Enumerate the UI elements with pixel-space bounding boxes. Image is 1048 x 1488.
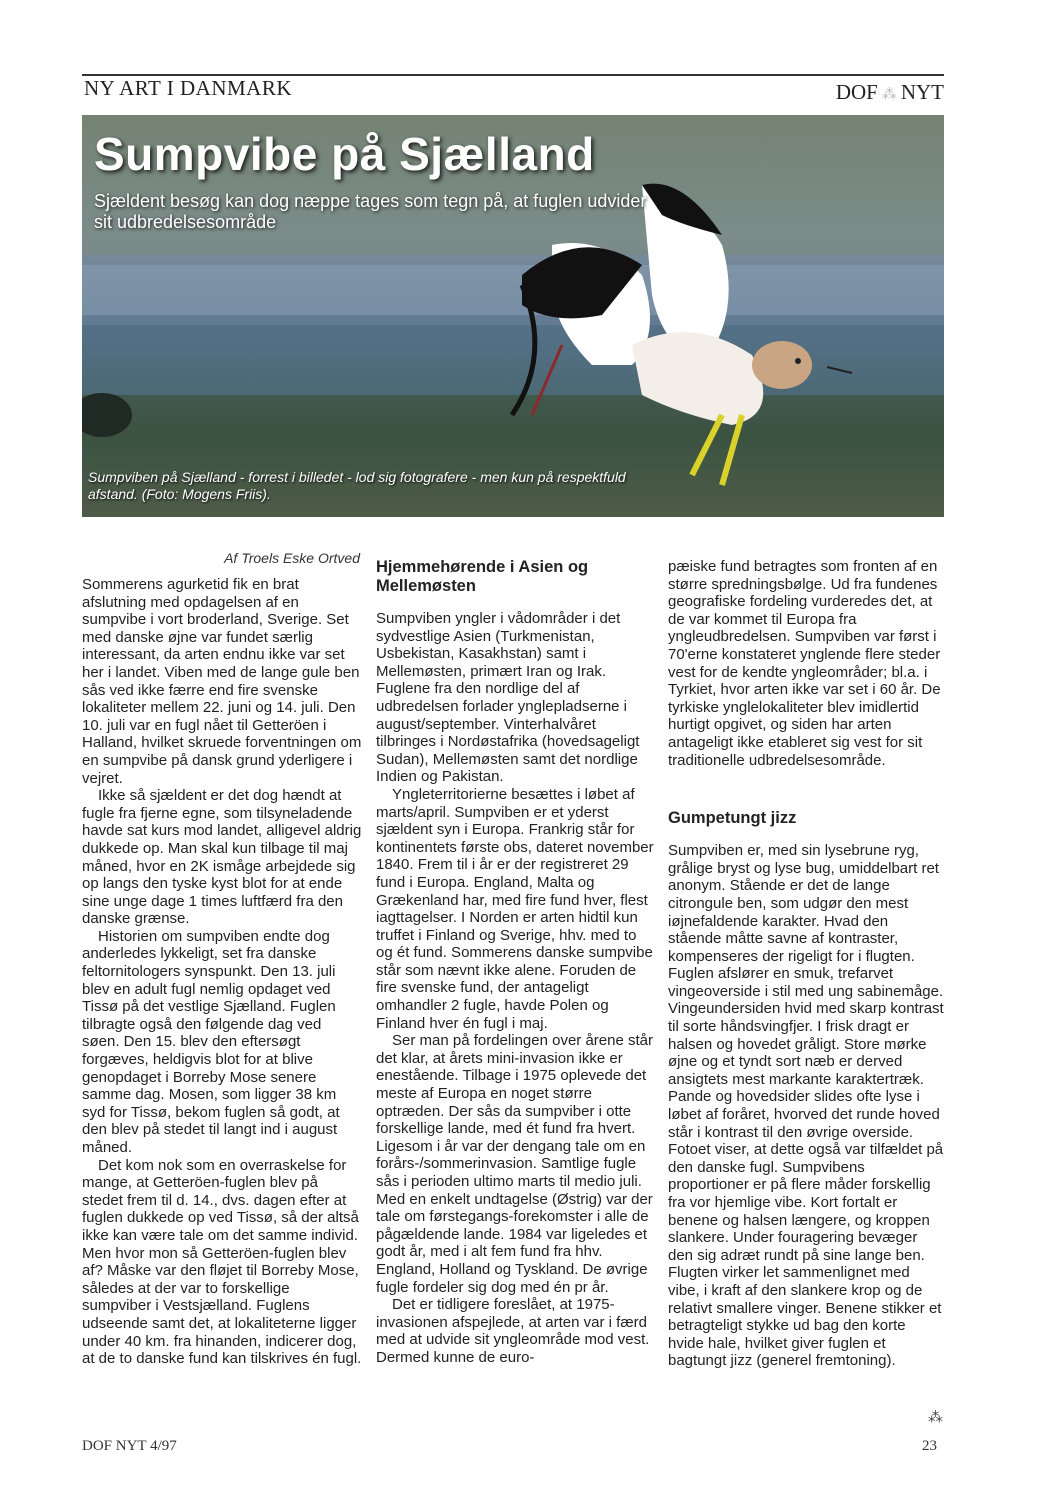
paragraph: Det er tidligere foreslået, at 1975-invasionen afspejlede, at arten var i færd med at udvide sit yngleområde mod vest. Dermed kunne de euro- <box>376 1296 650 1366</box>
magazine-label-left: DOF <box>835 80 878 104</box>
column-2 <box>376 558 654 1367</box>
paragraph: pæiske fund betragtes som fronten af en større spredningsbølge. Ud fra fundenes geografiske fordeling vurderedes det, at de var kommet til Europa fra yngleudbredelsen. Sumpviben var først i 70'erne konstateret ynglende flere steder vest for de kendte yngleområder; bl.a. i Tyrkiet, hvor arten ikke var set i 60 år. De tyrkiske ynglelokaliteter blev imidlertid hurtigt opgivet, og siden har arten antageligt ikke etableret sig vest for sit traditionelle udbredelsesområde. <box>668 558 941 769</box>
paragraph: Ikke så sjældent er det dog hændt at fugle fra fjerne egne, som tilsyneladende havde sat kurs mod landet, alligevel aldrig dukkede op. Man skal kun tilbage til maj måned, hvor en 2K ismåge arbejdede sig op langs den tyske kyst blot for at ende sine unge dage 1 times luftfærd fra den danske grænse. <box>82 787 362 928</box>
paragraph: Sumpviben er, med sin lysebrune ryg, grålige bryst og lyse bug, umiddelbart ret anonym. Stående er det de lange citrongule ben, som udgør den mest iøjnefaldende karakter. Hvad den stående måtte savne af kontraster, kompenseres der rigeligt for i flugten. Fuglen afslører en smuk, trefarvet vingeoverside i stil med ung sabinemåge. Vingeundersiden hvid med skarp kontrast til sorte håndsvingfjer. I frisk dragt er halsen og hovedet gråligt. Store mørke øjne og et tyndt sort næb er derved ansigtets mest markante karaktertræk. Pande og hovedsider slides ofte lyse i løbet af foråret, hvorved det runde hoved står i kontrast til den øvrige overside. Fotoet viser, at dette også var tilfældet på den danske fugl. Sumpvibens proportioner er på flere måder forskellig fra vor hjemlige vibe. Kort fortalt er benene og halsen længere, og kroppen slankere. Under fouragering bevæger den sig adræt rundt på sine lange ben. Flugten virker let sammenlignet med vibe, i kraft af den slankere krop og de relativt smallere vinger. Benene stikker et betragteligt stykke ud bag den korte hvide hale, hvilket giver fuglen et bagtungt jizz (generel fremtoning). <box>668 842 944 1370</box>
column-1 <box>82 576 362 1368</box>
paragraph: Yngleterritorierne besættes i løbet af marts/april. Sumpviben er et yderst sjældent syn i Europa. Frankrig står for kontinentets første obs, dateret november 1840. Frem til i år er der registreret 29 fund i Europa. England, Malta og Grækenland har, med fire fund hver, flest iagttagelser. I Norden er arten hidtil kun truffet i Finland og Sverige, hhv. med to og ét fund. Sommerens danske sumpvibe står som nævnt ikke alene. Foruden de fire svenske fund, der antageligt omhandler 2 fugle, havde Polen og Finland hver én fugl i maj. <box>376 785 654 1032</box>
paragraph: Ser man på fordelingen over årene står det klar, at årets mini-invasion ikke er enestående. Tilbage i 1975 oplevede det meste af Europa en noget større optræden. Der sås da sumpviber i otte forskellige lande, med ét fund fra hvert. Ligesom i år var der dengang tale om en forårs-/sommerinvasion. Samtlige fugle sås i perioden ultimo marts til medio juli. Med en enkelt undtagelse (Østrig) var der tale om førstegangs-forekomster i alle de pågældende lande. 1984 var ligeledes et godt år, med i alt fem fund fra hhv. England, Holland og Tyskland. De øvrige fugle fordeler sig dog med én pr år. <box>376 1032 653 1296</box>
photo-caption: Sumpviben på Sjælland - forrest i billedet - lod sig fotografere - men kun på respektfuld afstand. (Foto: Mogens Friis). <box>88 469 626 502</box>
paragraph: Det kom nok som en overraskelse for mange, at Getteröen-fuglen blev på stedet frem til d. 14., dvs. dagen efter at fuglen dukkede op ved Tissø, så der altså ikke kan være tale om det samme individ. Men hvor mon så Getteröen-fuglen blev af? Måske var den fløjet til Borreby Mose, således at der var to forskellige sumpviber i Vestsjælland. Fuglens udseende samt det, at lokaliteterne ligger under 40 km. fra hinanden, indicerer dog, at de to danske fund kan tilskrives én fugl. <box>82 1156 362 1368</box>
section-heading: Gumpetungt jizz <box>668 809 797 828</box>
bird-mark-icon: ⁂ <box>881 87 897 103</box>
section-heading: Hjemmehørende i Asien og Mellemøsten <box>376 558 589 595</box>
column-3 <box>668 558 944 1370</box>
hero-photo <box>82 115 944 517</box>
paragraph: Historien om sumpviben endte dog anderledes lykkeligt, set fra danske feltornitologers synspunkt. Den 13. juli blev en adult fugl nemlig opdaget ved Tissø på det vestlige Sjælland. Fuglen tilbragte også den følgende dag ved søen. Den 15. blev den eftersøgt forgæves, heldigvis blot for at blive genopdaget i Borreby Mose senere samme dag. Mosen, som ligger 38 km syd for Tissø, bekom fuglen så godt, at den blev på stedet til langt ind i august måned. <box>82 927 340 1156</box>
section-label: NY ART I DANMARK <box>84 76 293 100</box>
paragraph: Sommerens agurketid fik en brat afslutning med opdagelsen af en sumpvibe i vort broderland, Sverige. Set med danske øjne var fundet særlig interessant, da arten endnu ikke var set her i landet. Viben med de lange gule ben sås ved ikke færre end fire svenske lokaliteter mellem 22. juni og 14. juli. Den 10. juli var en fugl nået til Getteröen i Halland, hvilket skruede forventningen om en sumpvibe på dansk grund yderligere i vejret. <box>82 576 362 787</box>
magazine-label <box>836 80 944 105</box>
top-rule <box>82 74 944 76</box>
byline: Af Troels Eske Ortved <box>224 550 360 566</box>
paragraph: Sumpviben yngler i vådområder i det sydvestlige Asien (Turkmenistan, Usbekistan, Kasakhstan) samt i Mellemøsten, primært Iran og Irak. Fuglene fra den nordlige del af udbredelsen forlader ynglepladserne i august/september. Vinterhalvåret tilbringes i Nordøstafrika (hovedsageligt Sudan), Mellemøsten samt det nordlige Indien og Pakistan. <box>376 610 640 786</box>
article-title: Sumpvibe på Sjælland <box>94 128 595 180</box>
issue-label: DOF NYT 4/97 <box>82 1438 177 1454</box>
end-mark-icon: ⁂ <box>928 1409 943 1426</box>
article-subtitle: Sjældent besøg kan dog næppe tages som tegn på, at fuglen udvider sit udbredelsesområde <box>94 191 647 232</box>
page-number: 23 <box>922 1438 937 1454</box>
magazine-label-right: NYT <box>900 80 944 104</box>
